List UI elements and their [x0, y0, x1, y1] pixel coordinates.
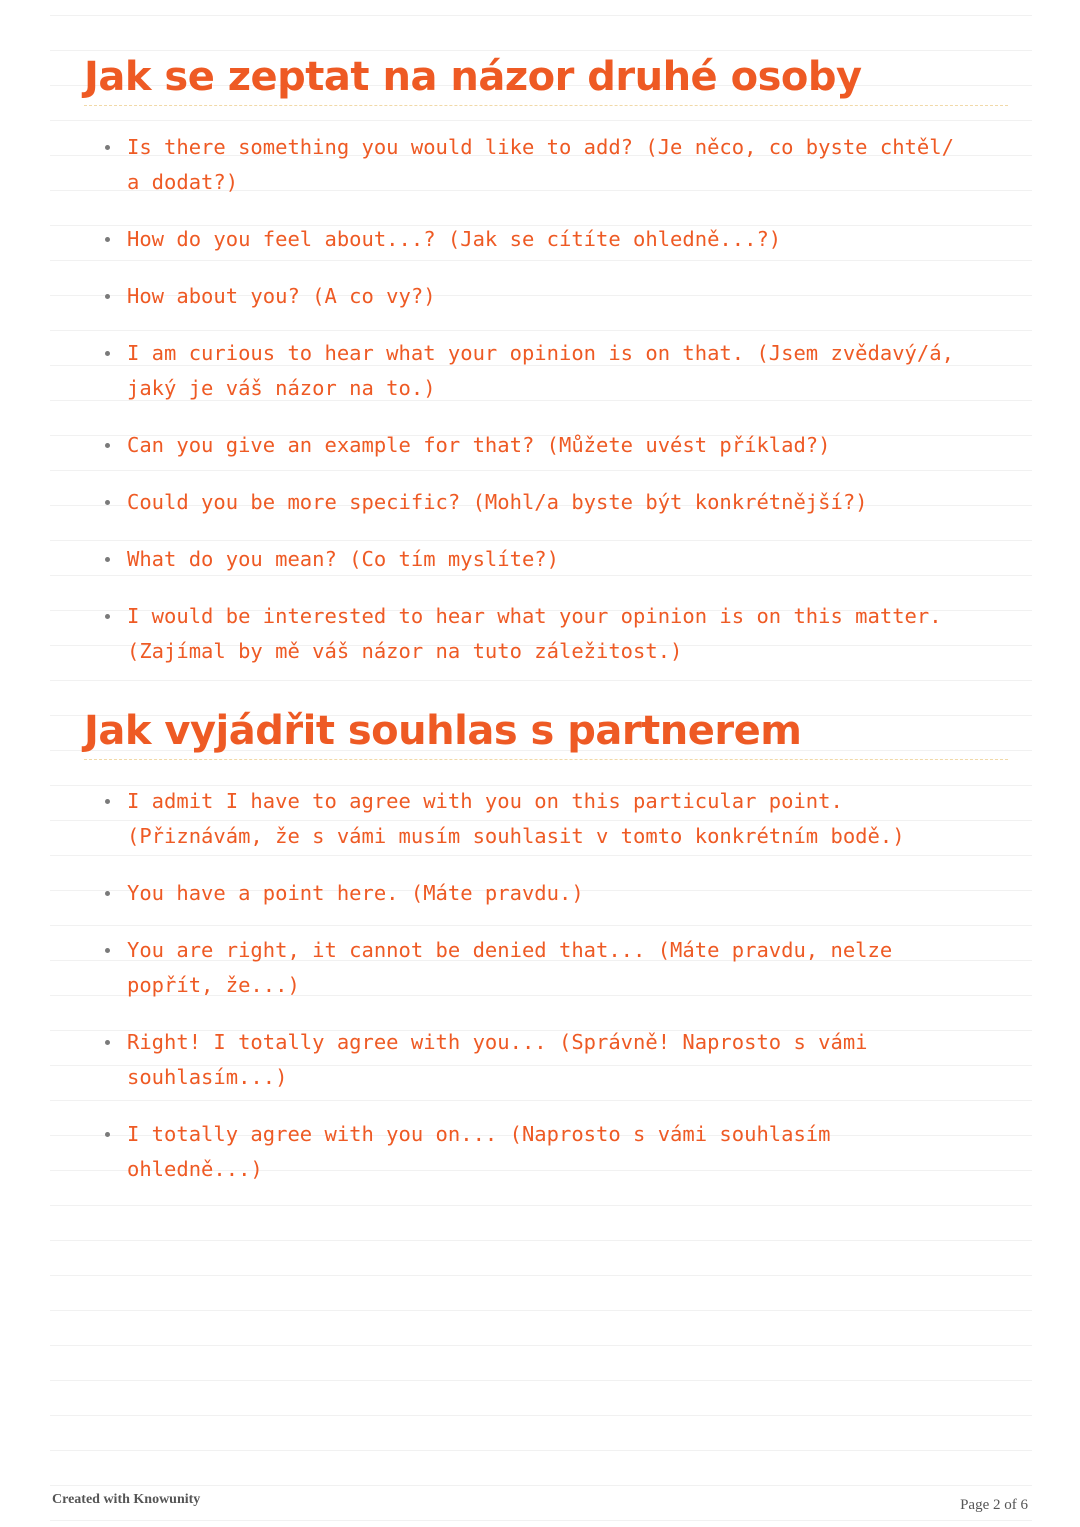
list-item: Is there something you would like to add? (Je něco, co byste chtěl/ a dodat?): [50, 130, 1032, 200]
list-item: I admit I have to agree with you on this particular point. (Přiznávám, že s vámi musím souhlasit v tomto konkrétním bodě.): [50, 784, 1032, 854]
list-item: I would be interested to hear what your opinion is on this matter. (Zajímal by mě váš názor na tuto záležitost.): [50, 599, 1032, 669]
phrase-list: [50, 130, 1032, 669]
phrase-list: [50, 784, 1032, 1187]
list-item: I am curious to hear what your opinion is on that. (Jsem zvědavý/á, jaký je váš názor na to.): [50, 336, 1032, 406]
section-expressing-agreement: [50, 705, 1032, 1187]
page-total: 6: [1020, 1497, 1028, 1513]
list-item: You have a point here. (Máte pravdu.): [50, 876, 1032, 911]
heading-divider: [84, 105, 1008, 106]
section-asking-opinion: [50, 51, 1032, 669]
list-item: What do you mean? (Co tím myslíte?): [50, 542, 1032, 577]
list-item: Could you be more specific? (Mohl/a byste být konkrétnější?): [50, 485, 1032, 520]
list-item: How do you feel about...? (Jak se cítíte ohledně...?): [50, 222, 1032, 257]
section-heading: Jak se zeptat na názor druhé osoby: [84, 54, 862, 100]
list-item: You are right, it cannot be denied that... (Máte pravdu, nelze popřít, že...): [50, 933, 1032, 1003]
page-label: Page: [960, 1497, 990, 1513]
page-margin-left: [0, 0, 50, 1527]
page-current: 2: [993, 1497, 1001, 1513]
section-heading: Jak vyjádřit souhlas s partnerem: [84, 708, 802, 754]
list-item: How about you? (A co vy?): [50, 279, 1032, 314]
list-item: Right! I totally agree with you... (Správně! Naprosto s vámi souhlasím...): [50, 1025, 1032, 1095]
list-item: Can you give an example for that? (Můžete uvést příklad?): [50, 428, 1032, 463]
page-of: of: [1004, 1497, 1017, 1513]
page-margin-right: [1032, 0, 1080, 1527]
list-item: I totally agree with you on... (Naprosto s vámi souhlasím ohledně...): [50, 1117, 1032, 1187]
page-number: [960, 1497, 1028, 1514]
footer-credit: Created with Knowunity: [52, 1492, 201, 1507]
heading-divider: [84, 759, 1008, 760]
